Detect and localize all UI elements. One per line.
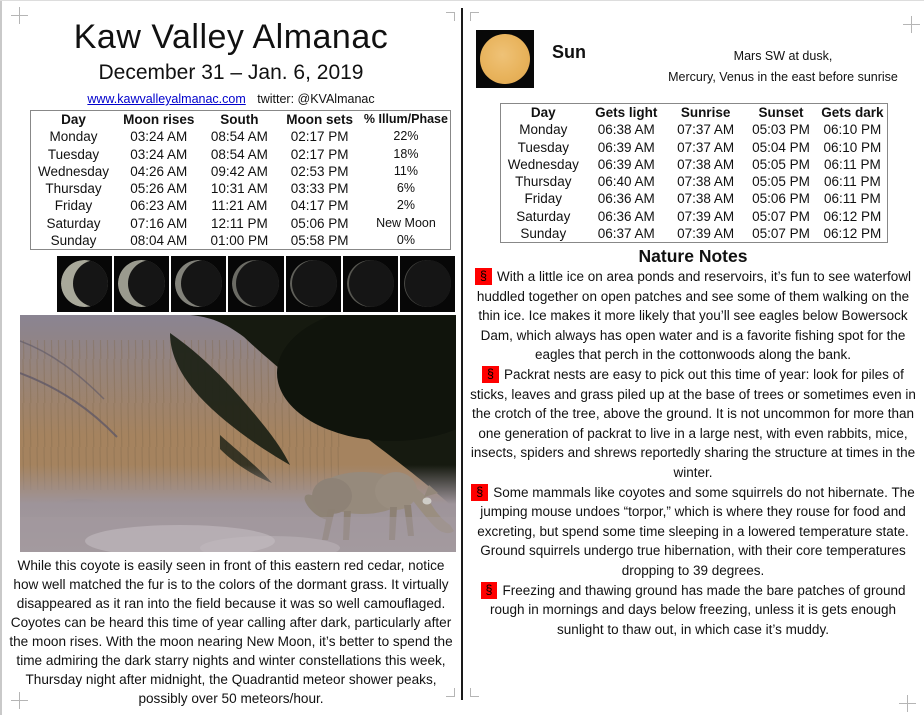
- note-text: Packrat nests are easy to pick out this time of year: look for piles of sticks, leaves and grass piled up at the base of trees or sometimes even in the crotch of the tree, above the ground. It is not uncommon for more than one generation of packrat to live in a large nest, with even rabbits, mice, insects, spiders and shrews reportedly sharing the structure at times in the winter.: [470, 366, 916, 480]
- moon-phase-image: [343, 256, 398, 312]
- cell-south: 01:00 PM: [210, 233, 269, 249]
- cell-south: 08:54 AM: [210, 129, 268, 145]
- cell-light: 06:39 AM: [597, 139, 655, 155]
- cell-dark: 06:11 PM: [824, 156, 881, 172]
- cell-day: Tuesday: [47, 146, 100, 162]
- scan-edge: [0, 0, 924, 1]
- sun-table-row: [501, 121, 888, 138]
- col-header-sunrise: Sunrise: [680, 105, 731, 120]
- cell-day: Sunday: [50, 233, 97, 249]
- cell-dark: 06:11 PM: [824, 191, 881, 207]
- cell-rise: 07:39 AM: [677, 208, 735, 224]
- corner-mark-icon: [470, 688, 479, 697]
- cell-dark: 06:11 PM: [824, 174, 881, 190]
- moon-table-row: [31, 232, 451, 250]
- coyote-photo: [20, 315, 456, 552]
- cell-rise: 07:38 AM: [677, 174, 735, 190]
- cell-illum: 6%: [396, 181, 415, 196]
- cell-sets: 02:17 PM: [290, 146, 349, 162]
- cell-set: 05:06 PM: [752, 191, 810, 207]
- section-marker-icon: §: [481, 582, 498, 599]
- cell-illum: 2%: [396, 198, 415, 213]
- cell-light: 06:39 AM: [597, 156, 655, 172]
- cell-dark: 06:12 PM: [823, 226, 882, 242]
- nature-note: [466, 581, 920, 640]
- moon-table-row: [31, 128, 451, 145]
- cell-dark: 06:10 PM: [823, 122, 882, 138]
- cell-day: Wednesday: [37, 163, 110, 179]
- crop-mark-icon: [899, 695, 916, 712]
- col-header-south: South: [220, 112, 259, 127]
- moon-phase-strip: [57, 256, 455, 312]
- cell-set: 05:07 PM: [752, 226, 810, 242]
- moon-table-row: [31, 146, 451, 163]
- corner-mark-icon: [470, 12, 479, 21]
- cell-sets: 02:53 PM: [290, 163, 349, 179]
- cell-illum: 11%: [393, 163, 418, 178]
- sun-table-header-row: [501, 104, 888, 122]
- cell-sets: 05:06 PM: [290, 215, 349, 231]
- crop-mark-icon: [903, 16, 920, 33]
- section-marker-icon: §: [482, 366, 499, 383]
- cell-day: Saturday: [46, 215, 101, 231]
- col-header-day: Day: [530, 105, 556, 120]
- cell-illum: 0%: [396, 233, 415, 248]
- moon-table-row: [31, 180, 451, 197]
- cell-day: Tuesday: [517, 139, 569, 155]
- cell-south: 10:31 AM: [210, 181, 268, 197]
- note-text: Freezing and thawing ground has made the bare patches of ground rough in mornings and days below freezing, unless it is gets enough sunlight to thaw out, in which case it’s muddy.: [490, 582, 906, 637]
- page-title: Kaw Valley Almanac: [73, 18, 389, 56]
- link-line: [0, 92, 462, 106]
- sun-table: [500, 103, 888, 243]
- moon-phase-image: [57, 256, 112, 312]
- cell-south: 11:21 AM: [211, 198, 268, 214]
- page-divider: [461, 8, 463, 700]
- cell-sets: 03:33 PM: [290, 181, 349, 197]
- cell-light: 06:36 AM: [597, 208, 655, 224]
- cell-dark: 06:12 PM: [823, 208, 882, 224]
- moon-table-row: [31, 197, 451, 214]
- cell-illum: 18%: [393, 146, 419, 161]
- cell-sets: 02:17 PM: [290, 129, 349, 145]
- col-header-sunset: Sunset: [758, 105, 804, 120]
- sun-image: [476, 30, 534, 88]
- moon-phase-image: [400, 256, 455, 312]
- scan-edge: [0, 0, 2, 715]
- moon-table-row: [31, 215, 451, 232]
- photo-caption: While this coyote is easily seen in front of this eastern red cedar, notice how well matched the fur is to the colors of the dormant grass. It virtually disappeared as it ran into the field because it was so well camouflaged. Coyotes can be heard this time of year calling after dark, particularly after the moon rises. With the moon nearing New Moon, it’s better to spend the time admiring the dark starry nights and winter constellations this week, Thursday night after midnight, the Quadrantid meteor shower peaks, possibly over 50 meteors/hour.: [9, 558, 453, 706]
- planet-note-line1: Mars SW at dusk,: [733, 49, 833, 63]
- cell-rise: 07:39 AM: [677, 226, 735, 242]
- cell-illum: New Moon: [376, 215, 436, 230]
- cell-light: 06:38 AM: [597, 122, 655, 138]
- cell-day: Thursday: [515, 174, 572, 190]
- sun-table-row: [501, 225, 888, 243]
- col-header-gets-light: Gets light: [595, 105, 658, 120]
- cell-south: 08:54 AM: [210, 146, 268, 162]
- sun-table-row: [501, 173, 888, 190]
- sun-table-row: [501, 139, 888, 156]
- cell-rises: 05:26 AM: [130, 181, 188, 197]
- cell-day: Friday: [524, 191, 563, 207]
- cell-rise: 07:37 AM: [677, 139, 735, 155]
- cell-set: 05:07 PM: [752, 208, 810, 224]
- sun-label: Sun: [552, 42, 586, 62]
- nature-note: [466, 267, 920, 365]
- cell-rises: 08:04 AM: [130, 233, 188, 249]
- cell-light: 06:40 AM: [597, 174, 655, 190]
- moon-phase-image: [286, 256, 341, 312]
- cell-light: 06:37 AM: [597, 226, 655, 242]
- cell-south: 09:42 AM: [210, 163, 268, 179]
- nature-notes: [466, 267, 920, 639]
- col-header-day: Day: [61, 112, 86, 127]
- col-header-illum: % Illum/Phase: [363, 112, 448, 126]
- cell-set: 05:05 PM: [752, 156, 810, 172]
- cell-day: Friday: [54, 198, 93, 214]
- cell-dark: 06:10 PM: [823, 139, 882, 155]
- moon-table-row: [31, 163, 451, 180]
- moon-phase-image: [171, 256, 226, 312]
- cell-rises: 03:24 AM: [130, 146, 188, 162]
- moon-phase-image: [114, 256, 169, 312]
- sun-table-row: [501, 156, 888, 173]
- cell-rise: 07:38 AM: [677, 191, 735, 207]
- cell-day: Thursday: [45, 181, 102, 197]
- cell-rises: 07:16 AM: [130, 215, 188, 231]
- website-link[interactable]: www.kawvalleyalmanac.com: [87, 92, 246, 106]
- cell-day: Wednesday: [507, 156, 579, 172]
- nature-notes-title: Nature Notes: [638, 246, 748, 266]
- col-header-moon-sets: Moon sets: [286, 112, 354, 127]
- col-header-moon-rises: Moon rises: [123, 112, 195, 127]
- cell-set: 05:04 PM: [752, 139, 810, 155]
- sun-table-row: [501, 208, 888, 225]
- moon-phase-image: [228, 256, 283, 312]
- cell-rises: 04:26 AM: [130, 163, 188, 179]
- moon-table-header-row: [31, 111, 451, 129]
- note-text: With a little ice on area ponds and reservoirs, it’s fun to see waterfowl huddled together on open patches and see some of them walking on the thin ice. Ice makes it more likely that you’ll see eagles below Bowersock Dam, which always has open water and is a favorite fishing spot for the eagles that perch in the cottonwoods along the bank.: [476, 269, 911, 363]
- section-marker-icon: §: [475, 268, 492, 285]
- planet-note: [648, 46, 918, 88]
- moon-table: [30, 110, 451, 250]
- cell-rise: 07:38 AM: [677, 156, 735, 172]
- nature-note: [466, 483, 920, 581]
- nature-note: [466, 365, 920, 483]
- sun-icon: [480, 34, 530, 84]
- cell-day: Saturday: [516, 208, 571, 224]
- cell-day: Sunday: [520, 226, 567, 242]
- section-marker-icon: §: [471, 484, 488, 501]
- cell-south: 12:11 PM: [211, 215, 268, 231]
- cell-sets: 05:58 PM: [290, 233, 349, 249]
- planet-note-line2: Mercury, Venus in the east before sunrise: [668, 70, 898, 84]
- cell-light: 06:36 AM: [597, 191, 655, 207]
- cell-rises: 06:23 AM: [130, 198, 188, 214]
- twitter-handle: twitter: @KVAlmanac: [257, 92, 375, 106]
- cell-day: Monday: [519, 122, 568, 138]
- col-header-gets-dark: Gets dark: [821, 105, 884, 120]
- cell-set: 05:03 PM: [752, 122, 810, 138]
- cell-rises: 03:24 AM: [130, 129, 188, 145]
- cell-set: 05:05 PM: [752, 174, 810, 190]
- cell-rise: 07:37 AM: [677, 122, 735, 138]
- sun-table-row: [501, 190, 888, 207]
- note-text: Some mammals like coyotes and some squirrels do not hibernate. The jumping mouse undoes “torpor,” which is where they rouse for food and excreting, but spend some time sleeping in a lowered temperature state. Ground squirrels undergo true hibernation, with their core temperatures dropping to 39 degrees.: [477, 484, 915, 578]
- cell-sets: 04:17 PM: [290, 198, 349, 214]
- cell-day: Monday: [49, 129, 98, 145]
- date-range: December 31 – Jan. 6, 2019: [98, 61, 364, 84]
- cell-illum: 22%: [393, 129, 419, 144]
